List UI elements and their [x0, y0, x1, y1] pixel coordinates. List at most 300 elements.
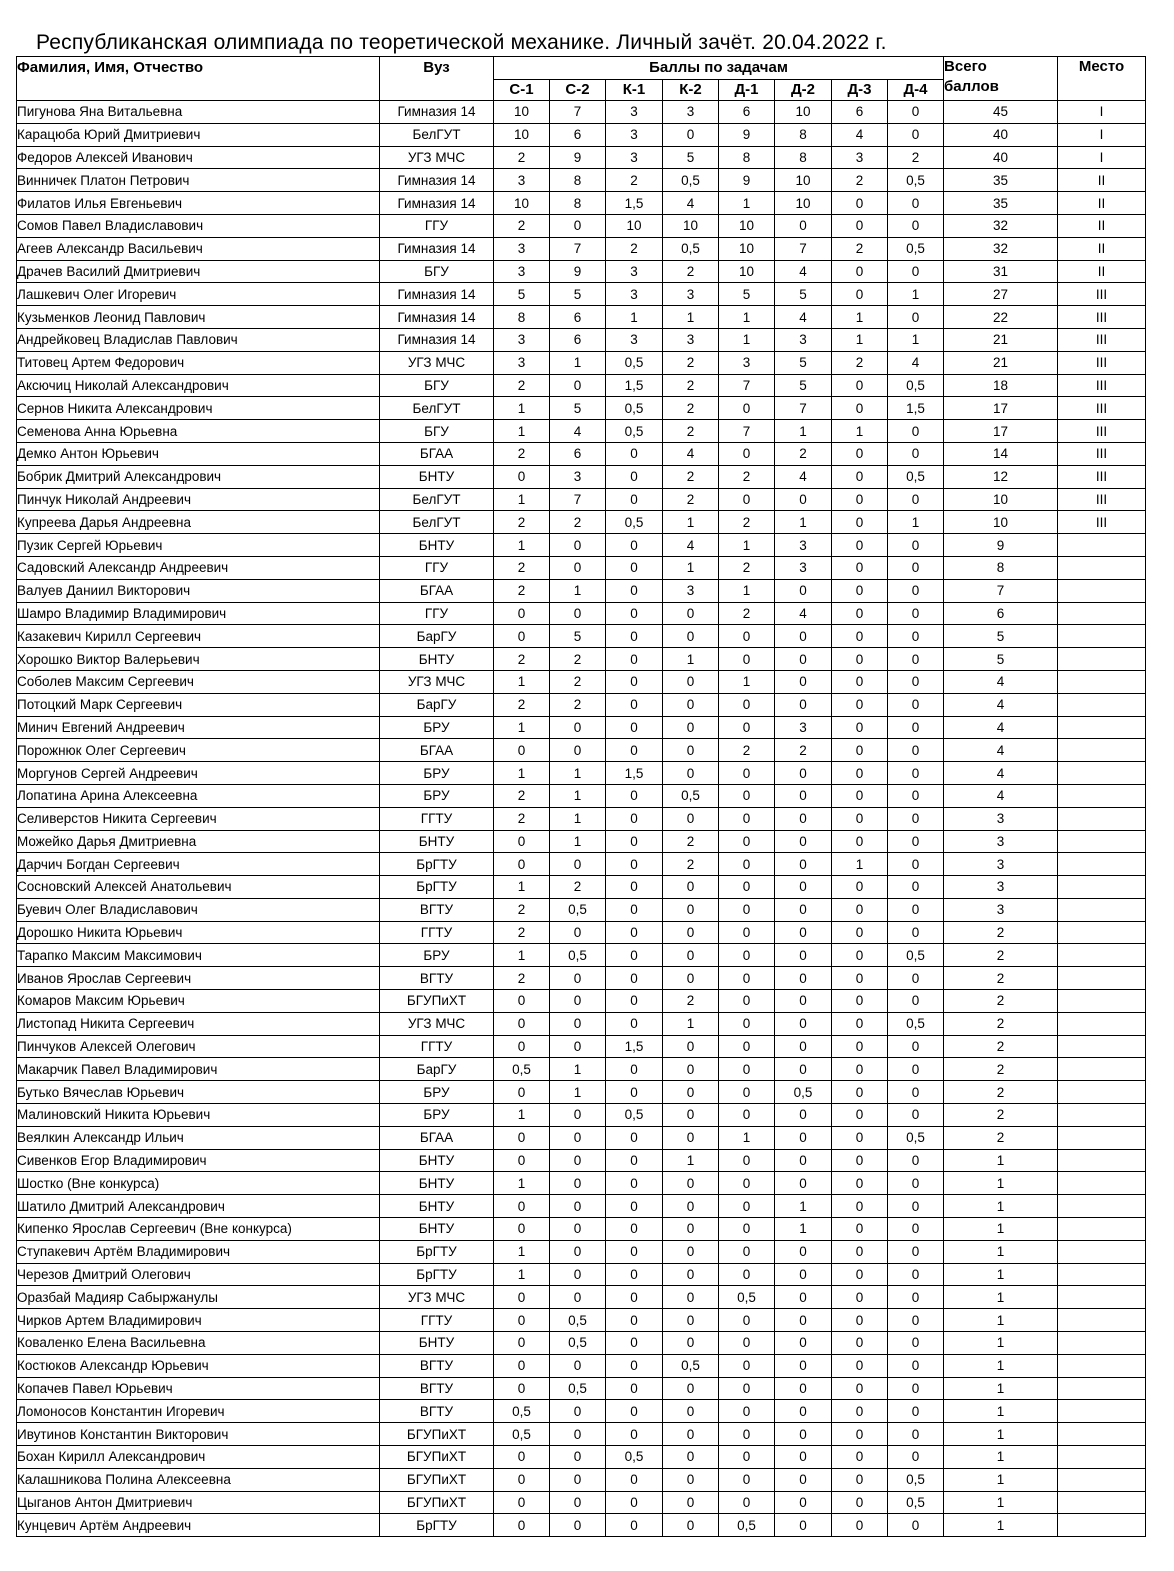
cell-name: Кунцевич Артём Андреевич [17, 1514, 380, 1537]
cell-total: 2 [944, 1081, 1058, 1104]
cell-university: БелГУТ [380, 397, 494, 420]
cell-c2: 0 [550, 1423, 606, 1446]
cell-place: III [1058, 465, 1146, 488]
table-row [17, 921, 1146, 944]
cell-d1: 2 [719, 556, 775, 579]
cell-name: Пузик Сергей Юрьевич [17, 534, 380, 557]
cell-total: 1 [944, 1332, 1058, 1355]
cell-k1: 0 [606, 716, 663, 739]
cell-total: 21 [944, 351, 1058, 374]
cell-k2: 0 [663, 625, 719, 648]
cell-university: БРУ [380, 1104, 494, 1127]
cell-k2: 0 [663, 876, 719, 899]
cell-d4: 0 [888, 579, 944, 602]
table-row [17, 511, 1146, 534]
cell-place [1058, 625, 1146, 648]
cell-k1: 0 [606, 670, 663, 693]
cell-university: БНТУ [380, 534, 494, 557]
cell-university: БГУПиХТ [380, 1468, 494, 1491]
cell-c2: 7 [550, 101, 606, 124]
cell-name: Копачев Павел Юрьевич [17, 1377, 380, 1400]
cell-d4: 0 [888, 306, 944, 329]
cell-name: Порожнюк Олег Сергеевич [17, 739, 380, 762]
cell-d4: 0 [888, 214, 944, 237]
cell-d3: 1 [832, 420, 888, 443]
cell-total: 4 [944, 784, 1058, 807]
cell-total: 1 [944, 1218, 1058, 1241]
cell-university: БНТУ [380, 830, 494, 853]
header-total-line1: Всего [944, 58, 987, 75]
cell-total: 1 [944, 1423, 1058, 1446]
cell-d4: 0,5 [888, 1012, 944, 1035]
cell-name: Пинчук Николай Андреевич [17, 488, 380, 511]
cell-place: II [1058, 237, 1146, 260]
cell-d1: 0 [719, 1446, 775, 1469]
cell-k2: 0 [663, 1126, 719, 1149]
cell-d2: 3 [775, 556, 832, 579]
cell-d3: 4 [832, 123, 888, 146]
cell-d2: 0 [775, 1332, 832, 1355]
cell-total: 1 [944, 1400, 1058, 1423]
cell-k2: 1 [663, 306, 719, 329]
cell-k2: 0 [663, 1446, 719, 1469]
cell-place: II [1058, 169, 1146, 192]
cell-d2: 10 [775, 169, 832, 192]
cell-place: II [1058, 260, 1146, 283]
cell-k2: 0 [663, 670, 719, 693]
cell-place [1058, 716, 1146, 739]
cell-k1: 0 [606, 1263, 663, 1286]
cell-d4: 0 [888, 1081, 944, 1104]
cell-university: БНТУ [380, 648, 494, 671]
cell-d1: 0 [719, 1172, 775, 1195]
cell-d4: 0,5 [888, 1126, 944, 1149]
header-name: Фамилия, Имя, Отчество [17, 57, 380, 101]
cell-c2: 7 [550, 237, 606, 260]
cell-d2: 0 [775, 1149, 832, 1172]
cell-place [1058, 556, 1146, 579]
cell-k1: 0 [606, 921, 663, 944]
cell-c2: 0 [550, 1514, 606, 1537]
header-problem-5: Д-1 [719, 80, 775, 101]
cell-d2: 0 [775, 1446, 832, 1469]
cell-place [1058, 784, 1146, 807]
cell-k1: 3 [606, 146, 663, 169]
cell-c2: 0 [550, 716, 606, 739]
cell-d2: 0 [775, 579, 832, 602]
cell-k1: 10 [606, 214, 663, 237]
cell-c1: 2 [494, 214, 550, 237]
cell-place [1058, 1126, 1146, 1149]
cell-d3: 0 [832, 1195, 888, 1218]
cell-name: Купреева Дарья Андреевна [17, 511, 380, 534]
cell-c1: 2 [494, 511, 550, 534]
cell-name: Макарчик Павел Владимирович [17, 1058, 380, 1081]
page-title: Республиканская олимпиада по теоретической механике. Личный зачёт. 20.04.2022 г. [36, 31, 887, 54]
table-row [17, 739, 1146, 762]
cell-d4: 0 [888, 784, 944, 807]
cell-d3: 0 [832, 762, 888, 785]
cell-c2: 0 [550, 1195, 606, 1218]
cell-d1: 10 [719, 214, 775, 237]
cell-c1: 1 [494, 397, 550, 420]
cell-c2: 2 [550, 511, 606, 534]
cell-k1: 0 [606, 556, 663, 579]
cell-d3: 0 [832, 214, 888, 237]
cell-c2: 0 [550, 921, 606, 944]
cell-c2: 1 [550, 1058, 606, 1081]
cell-k1: 1,5 [606, 1035, 663, 1058]
cell-c1: 0 [494, 1218, 550, 1241]
cell-place: III [1058, 306, 1146, 329]
cell-place: III [1058, 328, 1146, 351]
cell-place [1058, 921, 1146, 944]
cell-k2: 0 [663, 1423, 719, 1446]
table-row [17, 1195, 1146, 1218]
cell-total: 22 [944, 306, 1058, 329]
cell-d2: 0 [775, 784, 832, 807]
cell-c1: 5 [494, 283, 550, 306]
cell-c1: 0 [494, 1035, 550, 1058]
cell-c1: 2 [494, 648, 550, 671]
cell-k2: 0 [663, 1263, 719, 1286]
results-body [17, 101, 1146, 1537]
cell-place: III [1058, 420, 1146, 443]
cell-d1: 2 [719, 465, 775, 488]
table-row [17, 169, 1146, 192]
cell-d1: 9 [719, 123, 775, 146]
cell-d4: 0 [888, 123, 944, 146]
cell-d2: 5 [775, 283, 832, 306]
table-row [17, 1354, 1146, 1377]
cell-total: 1 [944, 1514, 1058, 1537]
cell-d3: 0 [832, 1149, 888, 1172]
cell-d3: 0 [832, 830, 888, 853]
cell-d2: 0 [775, 1468, 832, 1491]
cell-university: УГЗ МЧС [380, 1012, 494, 1035]
cell-university: Гимназия 14 [380, 192, 494, 215]
cell-k1: 2 [606, 169, 663, 192]
cell-d4: 0 [888, 1195, 944, 1218]
cell-name: Сивенков Егор Владимирович [17, 1149, 380, 1172]
cell-d1: 0 [719, 488, 775, 511]
table-row [17, 693, 1146, 716]
cell-d1: 0 [719, 1354, 775, 1377]
cell-d3: 0 [832, 602, 888, 625]
cell-d4: 0 [888, 1377, 944, 1400]
cell-d1: 0 [719, 1035, 775, 1058]
cell-d3: 0 [832, 192, 888, 215]
cell-c1: 1 [494, 1172, 550, 1195]
cell-c1: 2 [494, 921, 550, 944]
cell-place [1058, 739, 1146, 762]
cell-name: Соболев Максим Сергеевич [17, 670, 380, 693]
cell-d1: 5 [719, 283, 775, 306]
cell-name: Цыганов Антон Дмитриевич [17, 1491, 380, 1514]
table-row [17, 1058, 1146, 1081]
cell-d4: 0 [888, 625, 944, 648]
cell-k1: 0 [606, 1058, 663, 1081]
cell-d2: 0 [775, 990, 832, 1013]
cell-c2: 0 [550, 556, 606, 579]
cell-k2: 1 [663, 648, 719, 671]
table-row [17, 1400, 1146, 1423]
cell-k1: 1,5 [606, 374, 663, 397]
header-problem-2: С-2 [550, 80, 606, 101]
cell-d3: 2 [832, 237, 888, 260]
cell-c2: 3 [550, 465, 606, 488]
cell-d1: 0 [719, 1240, 775, 1263]
cell-d2: 0 [775, 670, 832, 693]
cell-d1: 0 [719, 830, 775, 853]
cell-d3: 0 [832, 442, 888, 465]
cell-c2: 6 [550, 442, 606, 465]
cell-total: 1 [944, 1446, 1058, 1469]
cell-d1: 0 [719, 784, 775, 807]
cell-d4: 0 [888, 1058, 944, 1081]
cell-name: Можейко Дарья Дмитриевна [17, 830, 380, 853]
cell-k1: 0 [606, 944, 663, 967]
table-row [17, 534, 1146, 557]
cell-d3: 1 [832, 306, 888, 329]
cell-k2: 0 [663, 693, 719, 716]
cell-university: БНТУ [380, 465, 494, 488]
cell-d2: 1 [775, 420, 832, 443]
header-problem-3: К-1 [606, 80, 663, 101]
cell-c1: 2 [494, 693, 550, 716]
cell-d3: 0 [832, 1240, 888, 1263]
cell-k2: 3 [663, 101, 719, 124]
cell-d1: 2 [719, 739, 775, 762]
cell-k2: 2 [663, 990, 719, 1013]
cell-d2: 0 [775, 807, 832, 830]
cell-k1: 0 [606, 898, 663, 921]
cell-k1: 0 [606, 1354, 663, 1377]
cell-name: Шатило Дмитрий Александрович [17, 1195, 380, 1218]
cell-place [1058, 898, 1146, 921]
cell-c2: 0 [550, 374, 606, 397]
cell-d4: 0,5 [888, 465, 944, 488]
cell-place [1058, 807, 1146, 830]
cell-d1: 0 [719, 898, 775, 921]
cell-k2: 4 [663, 534, 719, 557]
cell-k2: 0 [663, 739, 719, 762]
cell-d4: 0 [888, 1354, 944, 1377]
cell-university: БГАА [380, 1126, 494, 1149]
cell-d1: 0 [719, 397, 775, 420]
cell-d1: 1 [719, 1126, 775, 1149]
cell-d3: 0 [832, 397, 888, 420]
table-row [17, 1377, 1146, 1400]
cell-k1: 0 [606, 488, 663, 511]
cell-k2: 4 [663, 442, 719, 465]
cell-d3: 0 [832, 534, 888, 557]
cell-k1: 0 [606, 579, 663, 602]
cell-university: БелГУТ [380, 488, 494, 511]
cell-k2: 0 [663, 1400, 719, 1423]
cell-d2: 1 [775, 1195, 832, 1218]
cell-d4: 0 [888, 602, 944, 625]
cell-total: 1 [944, 1468, 1058, 1491]
cell-university: БРУ [380, 1081, 494, 1104]
table-row [17, 898, 1146, 921]
cell-name: Тарапко Максим Максимович [17, 944, 380, 967]
cell-university: БГУ [380, 374, 494, 397]
cell-d1: 0 [719, 967, 775, 990]
cell-place [1058, 579, 1146, 602]
cell-d2: 0 [775, 1514, 832, 1537]
cell-place [1058, 1149, 1146, 1172]
cell-d2: 0 [775, 853, 832, 876]
cell-c2: 5 [550, 283, 606, 306]
cell-name: Сомов Павел Владиславович [17, 214, 380, 237]
cell-d3: 0 [832, 1058, 888, 1081]
cell-place [1058, 1423, 1146, 1446]
cell-d3: 0 [832, 784, 888, 807]
cell-d3: 0 [832, 374, 888, 397]
cell-c2: 1 [550, 1081, 606, 1104]
cell-name: Филатов Илья Евгеньевич [17, 192, 380, 215]
cell-c1: 0 [494, 830, 550, 853]
cell-total: 9 [944, 534, 1058, 557]
cell-k2: 3 [663, 283, 719, 306]
table-row [17, 670, 1146, 693]
cell-d3: 0 [832, 1104, 888, 1127]
cell-k2: 3 [663, 579, 719, 602]
cell-name: Агеев Александр Васильевич [17, 237, 380, 260]
cell-university: БГУПиХТ [380, 1423, 494, 1446]
cell-university: БГУПиХТ [380, 990, 494, 1013]
cell-total: 1 [944, 1195, 1058, 1218]
cell-k2: 0 [663, 1195, 719, 1218]
cell-total: 2 [944, 921, 1058, 944]
cell-d3: 0 [832, 1446, 888, 1469]
cell-d1: 2 [719, 602, 775, 625]
cell-k1: 0 [606, 853, 663, 876]
cell-c2: 0 [550, 214, 606, 237]
cell-d2: 10 [775, 101, 832, 124]
cell-university: ГГТУ [380, 1309, 494, 1332]
cell-d4: 0 [888, 1104, 944, 1127]
cell-k1: 0 [606, 1491, 663, 1514]
cell-name: Бутько Вячеслав Юрьевич [17, 1081, 380, 1104]
cell-total: 3 [944, 830, 1058, 853]
cell-c2: 1 [550, 762, 606, 785]
cell-d4: 0 [888, 921, 944, 944]
cell-total: 4 [944, 670, 1058, 693]
cell-total: 31 [944, 260, 1058, 283]
cell-university: ГГТУ [380, 1035, 494, 1058]
cell-k1: 0 [606, 1377, 663, 1400]
cell-university: БрГТУ [380, 876, 494, 899]
cell-university: БНТУ [380, 1332, 494, 1355]
cell-place [1058, 1332, 1146, 1355]
cell-c2: 0,5 [550, 944, 606, 967]
cell-d4: 0 [888, 1240, 944, 1263]
header-total-line2: баллов [944, 78, 999, 95]
cell-k2: 0 [663, 1309, 719, 1332]
cell-c1: 10 [494, 192, 550, 215]
cell-d1: 0 [719, 876, 775, 899]
cell-d4: 0 [888, 967, 944, 990]
cell-d3: 0 [832, 1012, 888, 1035]
cell-university: БелГУТ [380, 511, 494, 534]
cell-name: Ломоносов Константин Игоревич [17, 1400, 380, 1423]
cell-c2: 0 [550, 1491, 606, 1514]
cell-k2: 0 [663, 1332, 719, 1355]
cell-d1: 3 [719, 351, 775, 374]
header-problem-6: Д-2 [775, 80, 832, 101]
cell-place [1058, 1195, 1146, 1218]
cell-d2: 4 [775, 465, 832, 488]
cell-c2: 1 [550, 830, 606, 853]
cell-university: ГГУ [380, 214, 494, 237]
table-row [17, 830, 1146, 853]
cell-d2: 0 [775, 1172, 832, 1195]
cell-c1: 3 [494, 260, 550, 283]
cell-c1: 1 [494, 488, 550, 511]
header-place: Место [1058, 57, 1146, 101]
cell-name: Лашкевич Олег Игоревич [17, 283, 380, 306]
cell-c1: 1 [494, 1104, 550, 1127]
cell-k2: 2 [663, 465, 719, 488]
cell-d2: 0 [775, 1286, 832, 1309]
cell-total: 1 [944, 1240, 1058, 1263]
cell-d2: 2 [775, 442, 832, 465]
cell-c1: 2 [494, 967, 550, 990]
cell-c1: 1 [494, 420, 550, 443]
cell-d4: 0 [888, 192, 944, 215]
cell-d2: 8 [775, 123, 832, 146]
cell-place [1058, 1263, 1146, 1286]
cell-k2: 0 [663, 1468, 719, 1491]
cell-university: БНТУ [380, 1172, 494, 1195]
cell-k1: 0 [606, 1309, 663, 1332]
cell-k2: 0,5 [663, 1354, 719, 1377]
table-row [17, 1286, 1146, 1309]
cell-c1: 2 [494, 556, 550, 579]
table-row [17, 1218, 1146, 1241]
cell-d1: 0 [719, 648, 775, 671]
table-row [17, 807, 1146, 830]
cell-c2: 0,5 [550, 1332, 606, 1355]
cell-k2: 0 [663, 123, 719, 146]
cell-k2: 2 [663, 260, 719, 283]
cell-place [1058, 1377, 1146, 1400]
cell-c1: 0 [494, 1377, 550, 1400]
cell-place: I [1058, 101, 1146, 124]
cell-d4: 0 [888, 1332, 944, 1355]
table-row [17, 784, 1146, 807]
cell-d1: 1 [719, 534, 775, 557]
cell-c2: 1 [550, 784, 606, 807]
cell-name: Костюков Александр Юрьевич [17, 1354, 380, 1377]
cell-place [1058, 534, 1146, 557]
cell-place: I [1058, 146, 1146, 169]
cell-k1: 0 [606, 602, 663, 625]
cell-d2: 4 [775, 260, 832, 283]
cell-total: 1 [944, 1377, 1058, 1400]
cell-c1: 0 [494, 1081, 550, 1104]
cell-c2: 9 [550, 260, 606, 283]
cell-d2: 7 [775, 237, 832, 260]
cell-place [1058, 1286, 1146, 1309]
cell-name: Федоров Алексей Иванович [17, 146, 380, 169]
cell-k1: 0 [606, 784, 663, 807]
table-row [17, 1172, 1146, 1195]
cell-d3: 6 [832, 101, 888, 124]
cell-k2: 0 [663, 1286, 719, 1309]
